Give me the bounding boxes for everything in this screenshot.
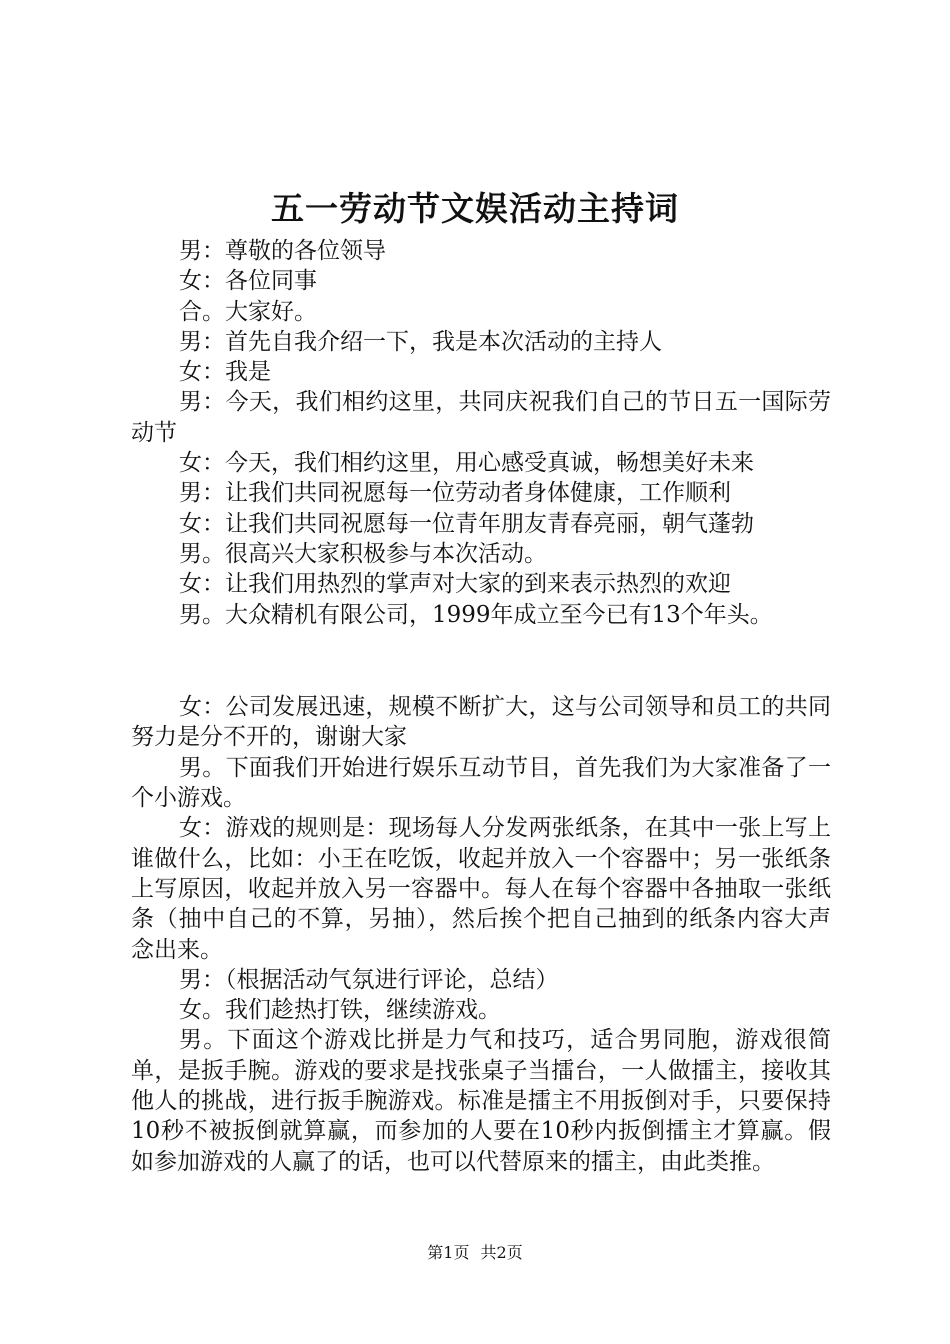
- blank-line: [131, 646, 831, 676]
- document-body: [131, 236, 831, 1177]
- paragraph: 合。大家好。: [179, 298, 317, 325]
- paragraph: 男：尊敬的各位领导: [179, 238, 386, 264]
- paragraph: 男：首先自我介绍一下，我是本次活动的主持人: [179, 328, 662, 355]
- document-title: 五一劳动节文娱活动主持词: [271, 189, 679, 228]
- paragraph: 男。下面我们开始进行娱乐互动节目，首先我们为大家准备了一个小游戏。: [131, 754, 831, 812]
- paragraph: 男。下面这个游戏比拼是力气和技巧，适合男同胞，游戏很简单，是扳手腕。游戏的要求是找张桌子当擂台，一人做擂主，接收其他人的挑战，进行扳手腕游戏。标准是擂主不用扳倒对手，只要保持10秒不被扳倒就算赢，而参加的人要在10秒内扳倒擂主才算赢。假如参加游戏的人赢了的话，也可以代替原来的擂主，由此类推。: [131, 1027, 831, 1175]
- paragraph: 女：我是: [179, 359, 271, 386]
- paragraph: 女。我们趁热打铁，继续游戏。: [179, 997, 501, 1024]
- paragraph: 女：游戏的规则是：现场每人分发两张纸条，在其中一张上写上谁做什么，比如：小王在吃饭，收起并放入一个容器中；另一张纸条上写原因，收起并放入另一容器中。每人在每个容器中各抽取一张纸条（抽中自己的不算，另抽），然后挨个把自己抽到的纸条内容大声念出来。: [131, 815, 831, 963]
- paragraph: 男：（根据活动气氛进行评论，总结）: [179, 966, 559, 993]
- paragraph: 男：让我们共同祝愿每一位劳动者身体健康，工作顺利: [179, 480, 731, 507]
- paragraph: 女：让我们用热烈的掌声对大家的到来表示热烈的欢迎: [179, 571, 731, 598]
- paragraph: 女：各位同事: [179, 268, 317, 295]
- paragraph: 男。大众精机有限公司，1999年成立至今已有13个年头。: [179, 601, 773, 628]
- page-number: 第1页: [427, 1243, 470, 1262]
- paragraph: 男。很高兴大家积极参与本次活动。: [179, 540, 547, 567]
- paragraph: 女：公司发展迅速，规模不断扩大，这与公司领导和员工的共同努力是分不开的，谢谢大家: [131, 694, 831, 751]
- paragraph: 女：今天，我们相约这里，用心感受真诚，畅想美好未来: [179, 450, 754, 477]
- paragraph: 男：今天，我们相约这里，共同庆祝我们自己的节日五一国际劳动节: [131, 389, 831, 446]
- paragraph: 女：让我们共同祝愿每一位青年朋友青春亮丽，朝气蓬勃: [179, 510, 754, 537]
- page-total: 共2页: [480, 1243, 523, 1262]
- page-footer: [0, 1241, 950, 1265]
